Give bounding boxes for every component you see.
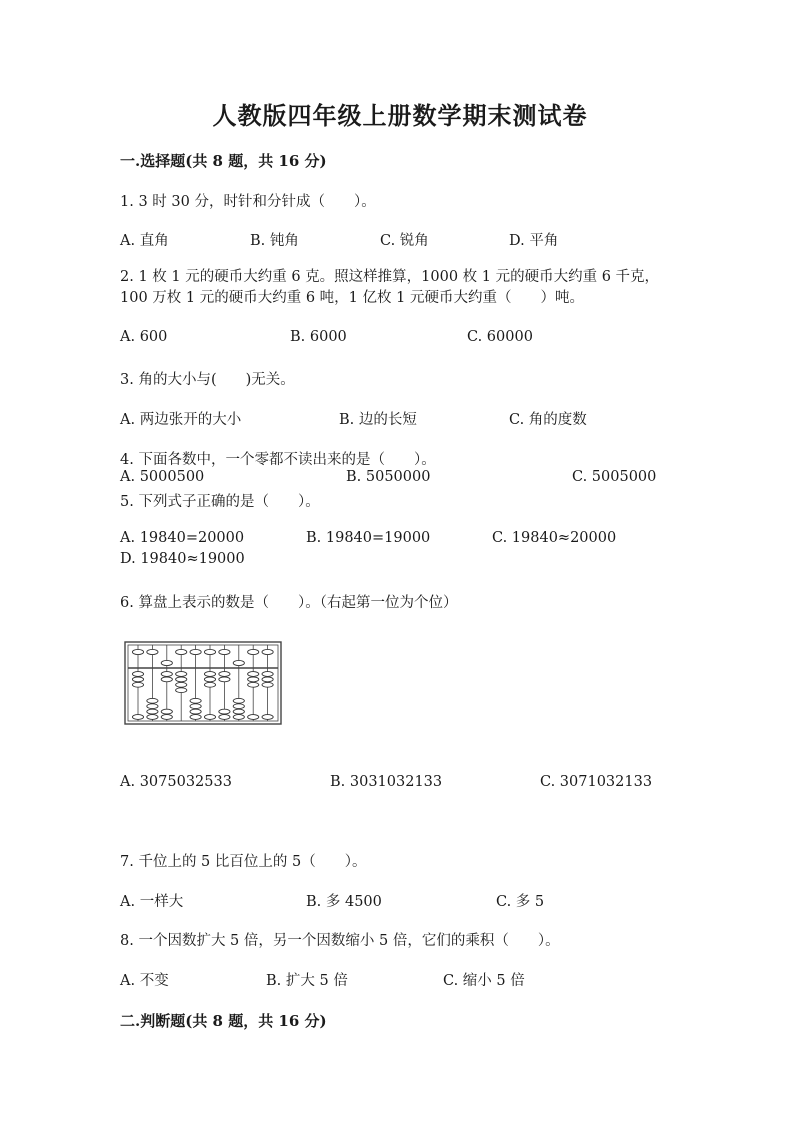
q7-option-a: A. 一样大 [120,894,184,910]
q1-option-b: B. 钝角 [250,233,299,249]
q5-option-c: C. 19840≈20000 [492,530,617,546]
section-heading-choice: 一.选择题(共 8 题，共 16 分) [120,152,327,170]
q1-option-d: D. 平角 [509,233,559,249]
q2-option-b: B. 6000 [290,329,347,345]
question-1: 1. 3 时 30 分，时针和分针成（ ）。 [120,194,376,210]
q3-option-a: A. 两边张开的大小 [120,412,242,428]
q6-option-c: C. 3071032133 [540,774,653,790]
q6-option-a: A. 3075032533 [120,774,232,790]
q1-option-c: C. 锐角 [380,233,429,249]
q5-option-a: A. 19840=20000 [120,530,245,546]
question-8: 8. 一个因数扩大 5 倍，另一个因数缩小 5 倍，它们的乘积（ ）。 [120,933,560,949]
q4-option-c: C. 5005000 [572,469,657,485]
question-2: 2. 1 枚 1 元的硬币大约重 6 克。照这样推算，1000 枚 1 元的硬币大约重 6 千克，100 万枚 1 元的硬币大约重 6 吨，1 亿枚 1 元硬币大约重（ ）吨。 [120,269,660,306]
question-5: 5. 下列式子正确的是（ ）。 [120,494,320,510]
q1-option-a: A. 直角 [120,233,169,249]
q8-option-c: C. 缩小 5 倍 [443,973,525,989]
q4-option-b: B. 5050000 [346,469,431,485]
question-7: 7. 千位上的 5 比百位上的 5（ ）。 [120,854,367,870]
section-heading-judgment: 二.判断题(共 8 题，共 16 分) [120,1012,327,1030]
question-4: 4. 下面各数中，一个零都不读出来的是（ ）。 [120,452,436,468]
q3-option-b: B. 边的长短 [339,412,417,428]
question-3: 3. 角的大小与( )无关。 [120,372,295,388]
q6-option-b: B. 3031032133 [330,774,443,790]
q8-option-b: B. 扩大 5 倍 [266,973,348,989]
q5-option-b: B. 19840=19000 [306,530,431,546]
question-6: 6. 算盘上表示的数是（ ）。（右起第一位为个位） [120,595,458,611]
page-title: 人教版四年级上册数学期末测试卷 [212,101,588,130]
q7-option-c: C. 多 5 [496,894,545,910]
q4-option-a: A. 5000500 [120,469,205,485]
abacus-illustration [124,641,282,725]
q2-option-c: C. 60000 [467,329,533,345]
q2-option-a: A. 600 [120,329,168,345]
q8-option-a: A. 不变 [120,973,169,989]
q3-option-c: C. 角的度数 [509,412,587,428]
q7-option-b: B. 多 4500 [306,894,382,910]
q5-option-d: D. 19840≈19000 [120,551,245,567]
